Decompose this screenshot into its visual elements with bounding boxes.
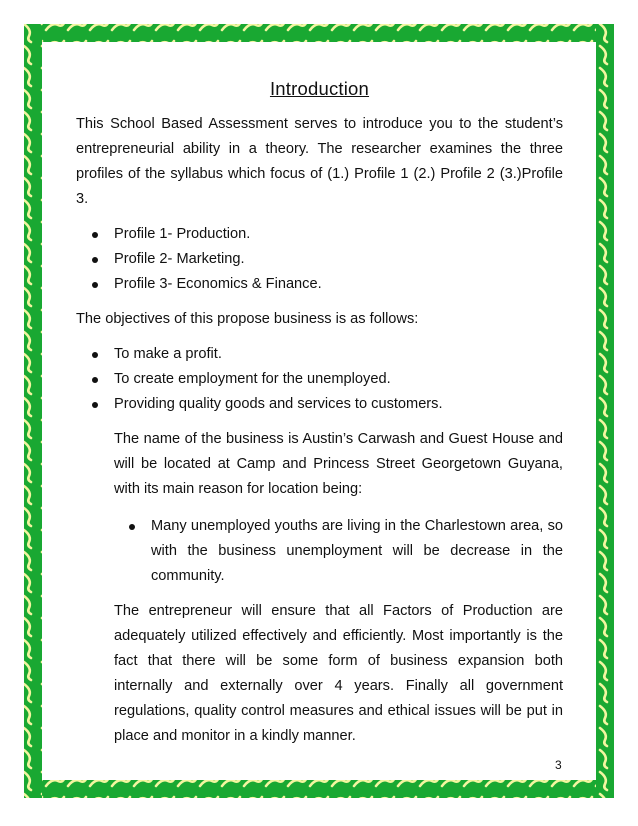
intro-paragraph: This School Based Assessment serves to introduce you to the student’s entrepreneurial ability in a theory. The researcher examines the three profiles of the syllabus which focus of (1.) Profile 1 (2.) Profile 2 (3.)Profile 3. xyxy=(76,116,563,207)
list-item: To create employment for the unemployed. xyxy=(114,367,563,392)
objectives-intro: The objectives of this propose business is as follows: xyxy=(76,311,419,327)
list-item: Profile 3- Economics & Finance. xyxy=(114,272,563,297)
objectives-list xyxy=(114,342,563,417)
list-item: Many unemployed youths are living in the Charlestown area, so with the business unemployment will be decrease in the community. xyxy=(151,514,563,589)
list-item: To make a profit. xyxy=(114,342,563,367)
reasons-list xyxy=(151,514,563,589)
document-body xyxy=(76,74,563,749)
page-number: 3 xyxy=(555,758,562,772)
business-location-paragraph: The name of the business is Austin’s Carwash and Guest House and will be located at Camp and Princess Street Georgetown Guyana, with its main reason for location being: xyxy=(114,431,563,497)
list-item: Profile 1- Production. xyxy=(114,222,563,247)
closing-paragraph: The entrepreneur will ensure that all Factors of Production are adequately utilized effectively and efficiently. Most importantly is the fact that there will be some form of business expansion both internally and externally over 4 years. Finally all government regulations, quality control measures and ethical issues will be put in place and monitor in a kindly manner. xyxy=(114,603,563,744)
page-title: Introduction xyxy=(269,78,370,99)
list-item: Providing quality goods and services to customers. xyxy=(114,392,563,417)
list-item: Profile 2- Marketing. xyxy=(114,247,563,272)
profiles-list xyxy=(114,222,563,297)
